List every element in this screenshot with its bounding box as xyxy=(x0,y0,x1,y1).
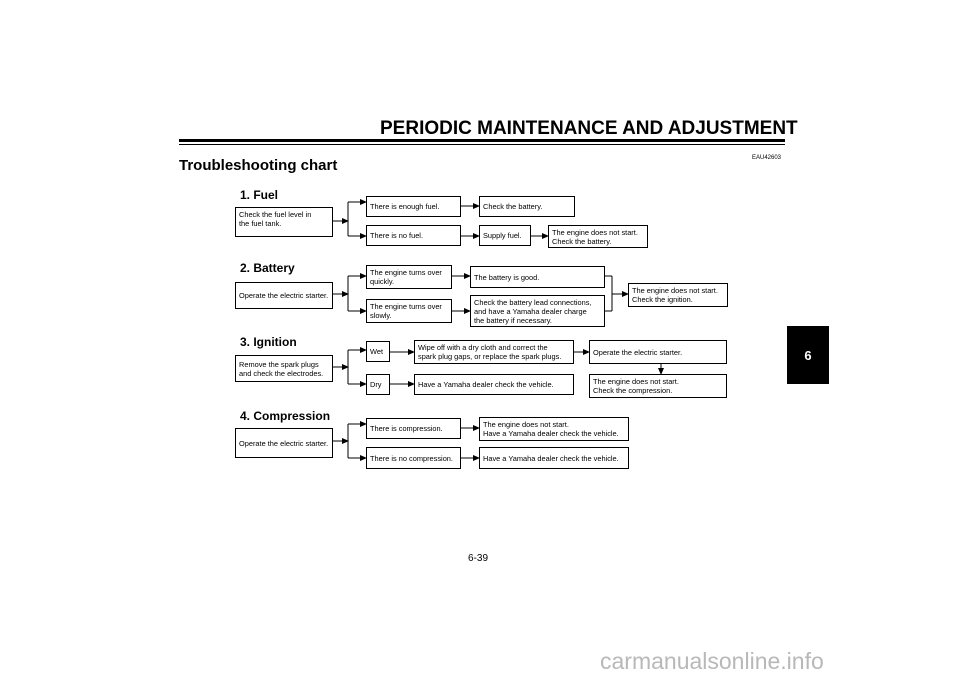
compression-present-box: There is compression. xyxy=(366,418,461,439)
chapter-tab: 6 xyxy=(787,326,829,384)
document-code: EAU42603 xyxy=(752,155,782,161)
battery-result-box: The engine does not start. Check the ignition. xyxy=(628,283,728,307)
ignition-start-box: Remove the spark plugs and check the electrodes. xyxy=(235,355,333,382)
battery-section-title: 2. Battery xyxy=(240,261,295,275)
watermark: carmanualsonline.info xyxy=(600,648,824,674)
compression-present-result-box: The engine does not start. Have a Yamaha dealer check the vehicle. xyxy=(479,417,629,441)
section-title: Troubleshooting chart xyxy=(179,157,338,174)
compression-section-title: 4. Compression xyxy=(240,409,331,423)
fuel-supply-box: Supply fuel. xyxy=(479,225,531,246)
fuel-enough-box: There is enough fuel. xyxy=(366,196,461,217)
ignition-result-box: The engine does not start. Check the compression. xyxy=(589,374,727,398)
fuel-section-title: 1. Fuel xyxy=(240,188,279,202)
battery-slow-box: The engine turns over slowly. xyxy=(366,299,452,323)
compression-none-box: There is no compression. xyxy=(366,447,461,469)
ignition-dealer-box: Have a Yamaha dealer check the vehicle. xyxy=(414,374,574,395)
ignition-wipe-box: Wipe off with a dry cloth and correct the spark plug gaps, or replace the spark plugs. xyxy=(414,340,574,364)
battery-check-leads-box: Check the battery lead connections, and have a Yamaha dealer charge the battery if necessary. xyxy=(470,295,605,327)
battery-good-box: The battery is good. xyxy=(470,266,605,288)
compression-start-box: Operate the electric starter. xyxy=(235,428,333,458)
battery-start-box: Operate the electric starter. xyxy=(235,282,333,309)
page-number: 6-39 xyxy=(468,553,489,564)
ignition-wet-box: Wet xyxy=(366,341,390,362)
ignition-dry-box: Dry xyxy=(366,374,390,395)
fuel-check-battery-box: Check the battery. xyxy=(479,196,575,217)
compression-none-result-box: Have a Yamaha dealer check the vehicle. xyxy=(479,447,629,469)
fuel-result-box: The engine does not start. Check the battery. xyxy=(548,225,648,248)
fuel-none-box: There is no fuel. xyxy=(366,225,461,246)
battery-quick-box: The engine turns over quickly. xyxy=(366,265,452,289)
page-header-title: PERIODIC MAINTENANCE AND ADJUSTMENT xyxy=(380,118,798,139)
ignition-section-title: 3. Ignition xyxy=(240,335,297,349)
ignition-operate-starter-box: Operate the electric starter. xyxy=(589,340,727,364)
fuel-start-box: Check the fuel level in the fuel tank. xyxy=(235,207,333,237)
